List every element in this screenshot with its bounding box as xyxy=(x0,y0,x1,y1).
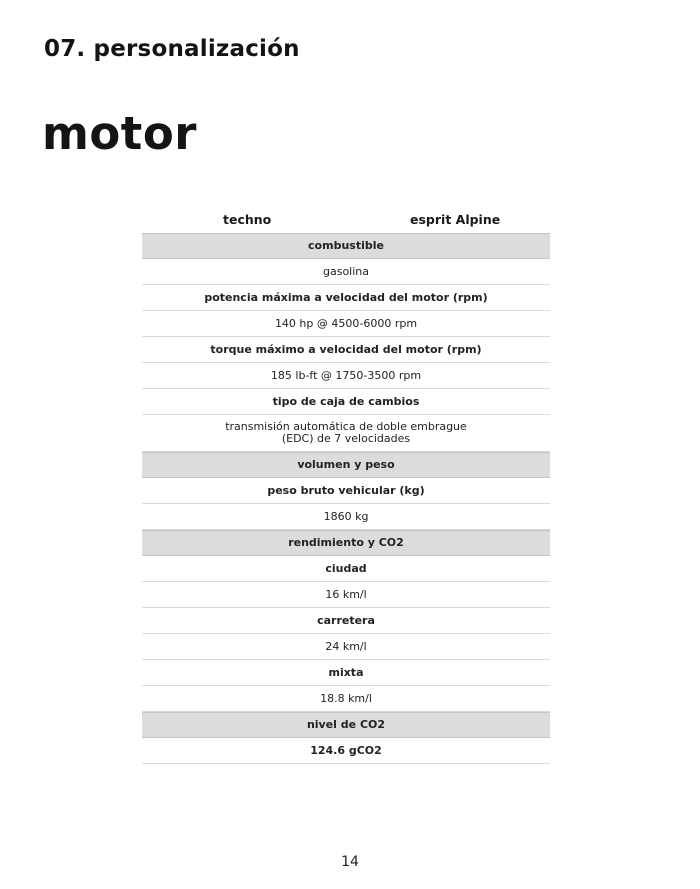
spec-table xyxy=(142,206,550,764)
value-row-mixed xyxy=(142,686,550,712)
category-row-volume-weight xyxy=(142,452,550,478)
row-label: mixta xyxy=(328,665,364,679)
page-title: motor xyxy=(42,107,197,160)
column-header-esprit-alpine: esprit Alpine xyxy=(410,212,501,227)
row-value: 24 km/l xyxy=(325,639,367,653)
row-value: gasolina xyxy=(322,264,369,278)
row-label: tipo de caja de cambios xyxy=(272,394,420,408)
row-label: volumen y peso xyxy=(297,458,395,471)
row-label: potencia máxima a velocidad del motor (rpm) xyxy=(204,290,488,304)
row-value-line-1: transmisión automática de doble embrague xyxy=(225,420,467,433)
spec-row-mixed xyxy=(142,660,550,686)
row-value: 16 km/l xyxy=(325,587,367,601)
value-row-city xyxy=(142,582,550,608)
value-row-max-torque xyxy=(142,363,550,389)
value-row-highway xyxy=(142,634,550,660)
row-label: peso bruto vehicular (kg) xyxy=(267,483,425,497)
spec-row-max-torque xyxy=(142,337,550,363)
row-label: carretera xyxy=(317,613,375,627)
row-value: 124.6 gCO2 xyxy=(310,743,382,757)
section-title: 07. personalización xyxy=(44,36,300,62)
category-row-fuel xyxy=(142,233,550,259)
row-value-line-2: (EDC) de 7 velocidades xyxy=(281,432,411,445)
row-label: nivel de CO2 xyxy=(306,718,386,731)
value-row-gross-weight xyxy=(142,504,550,530)
value-row-gearbox xyxy=(142,415,550,452)
page-number: 14 xyxy=(341,854,359,870)
category-row-efficiency xyxy=(142,530,550,556)
row-label: rendimiento y CO2 xyxy=(288,536,404,549)
row-label: torque máximo a velocidad del motor (rpm) xyxy=(210,342,482,356)
spec-row-max-power xyxy=(142,285,550,311)
spec-row-city xyxy=(142,556,550,582)
row-value: 185 lb-ft @ 1750-3500 rpm xyxy=(270,368,422,382)
spec-row-highway xyxy=(142,608,550,634)
value-row-fuel xyxy=(142,259,550,285)
value-row-max-power xyxy=(142,311,550,337)
value-row-co2-level xyxy=(142,738,550,764)
row-value: 140 hp @ 4500-6000 rpm xyxy=(274,316,418,330)
row-label: ciudad xyxy=(325,561,367,575)
row-label: combustible xyxy=(308,239,384,252)
column-header-techno: techno xyxy=(223,212,272,227)
spec-row-gearbox xyxy=(142,389,550,415)
column-headers xyxy=(142,206,550,233)
row-value: 18.8 km/l xyxy=(320,691,372,705)
row-value: 1860 kg xyxy=(323,509,369,523)
category-row-co2-level xyxy=(142,712,550,738)
row-value xyxy=(225,421,467,445)
spec-row-gross-weight xyxy=(142,478,550,504)
